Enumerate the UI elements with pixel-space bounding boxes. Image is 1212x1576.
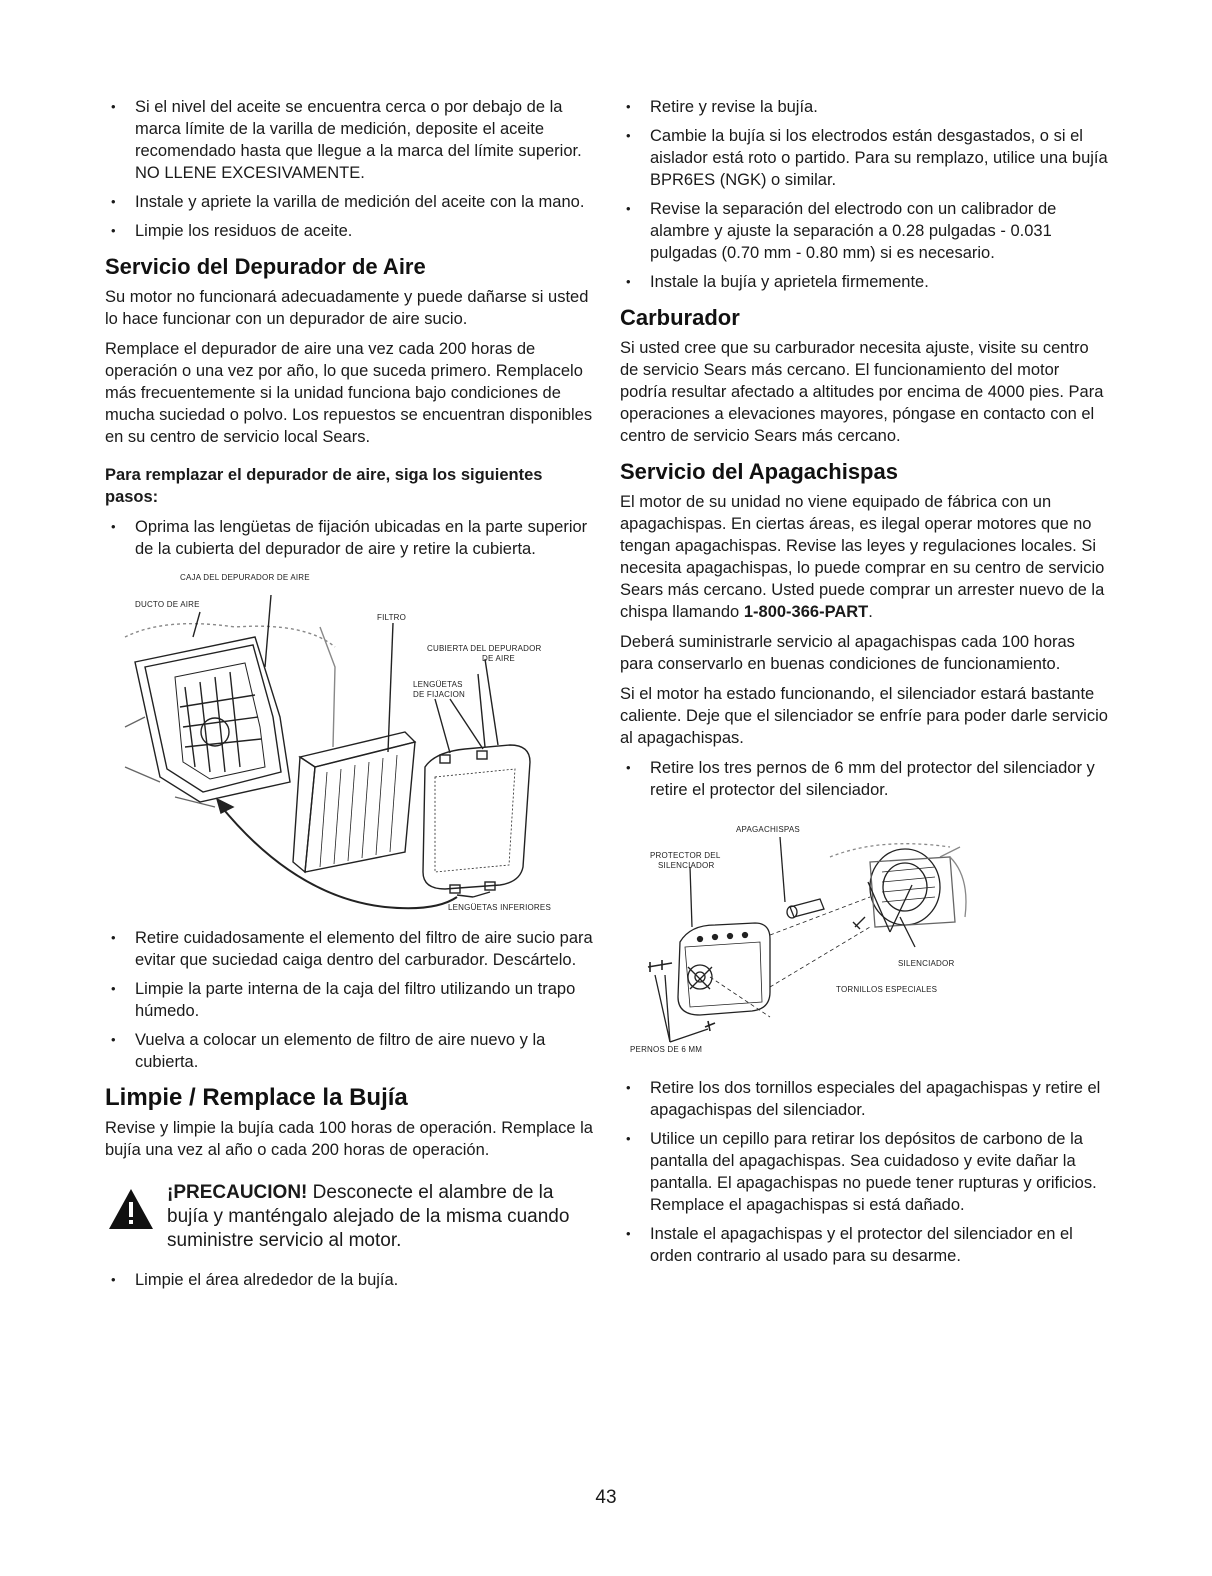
spark-plug-heading: Limpie / Remplace la Bujía <box>105 1084 408 1111</box>
fig2-label-silenciador: SILENCIADOR <box>898 959 955 968</box>
list-item: • Utilice un cepillo para retirar los depósitos de carbono de la pantalla del apagachispas. Sea cuidadoso y evite dañar la pantalla. El apagachispas no puede tener rupturas y orificios. Remplace el apagachispas si está dañado. <box>620 1128 1110 1216</box>
list-item: • Instale el apagachispas y el protector del silenciador en el orden contrario al usado para su desarme. <box>620 1223 1110 1267</box>
spark-arrester-paragraph-3: Si el motor ha estado funcionando, el silenciador estará bastante caliente. Deje que el silenciador se enfríe para poder darle servicio al apagachispas. <box>620 685 1108 747</box>
spark-bullets-1 <box>620 757 1110 801</box>
list-item: • Limpie el área alrededor de la bujía. <box>105 1269 593 1291</box>
air-cleaner-paragraph-2: Remplace el depurador de aire una vez cada 200 horas de operación o una vez por año, lo que suceda primero. Remplacelo más frecuentemente si la unidad funciona bajo condiciones de mucha suciedad o polvo. Los repuestos se encuentran disponibles en su centro de servicio local Sears. <box>105 340 593 446</box>
left-column <box>105 96 593 1298</box>
fig1-label-filtro: FILTRO <box>377 613 407 622</box>
fig2-label-pernos: PERNOS DE 6 MM <box>630 1045 703 1054</box>
list-item: • Vuelva a colocar un elemento de filtro de aire nuevo y la cubierta. <box>105 1029 593 1073</box>
air-cleaner-drawing <box>105 567 593 917</box>
fig1-label-cubierta-2: DE AIRE <box>482 654 515 663</box>
oil-bullets <box>105 96 593 242</box>
fig2-label-protector-2: SILENCIADOR <box>658 861 715 870</box>
fig1-label-lengueta-2: DE FIJACION <box>413 690 465 699</box>
list-item: • Si el nivel del aceite se encuentra cerca o por debajo de la marca límite de la varilla de medición, deposite el aceite recomendado hasta que llegue a la marca del límite superior. NO LLENE EXCESIVAMENTE. <box>105 96 593 184</box>
spark-arrester-figure <box>620 817 1110 1067</box>
spark-arrester-heading: Servicio del Apagachispas <box>620 459 898 484</box>
list-item: • Limpie la parte interna de la caja del filtro utilizando un trapo húmedo. <box>105 978 593 1022</box>
fig1-label-cubierta-1: CUBIERTA DEL DEPURADOR <box>427 644 542 653</box>
fig2-label-tornillos: TORNILLOS ESPECIALES <box>836 985 938 994</box>
air-cleaner-figure <box>105 567 593 917</box>
list-item: • Retire los dos tornillos especiales del apagachispas y retire el apagachispas del silenciador. <box>620 1077 1110 1121</box>
spark-arrester-paragraph-1: El motor de su unidad no viene equipado de fábrica con un apagachispas. En ciertas áreas, es ilegal operar motores que no tengan apagachispas. Revise las leyes y regulaciones locales. Si necesita apagachispas, lo puede comprar en su centro de servicio Sears más cercano. Usted puede comprar un arrester nuevo de la chispa llamando 1-800-366-PART. <box>620 493 1105 621</box>
air-bullets-2 <box>105 927 593 1073</box>
list-item: • Limpie los residuos de aceite. <box>105 220 593 242</box>
plug-clean-list <box>105 1269 593 1291</box>
fig1-label-inferiores: LENGÜETAS INFERIORES <box>448 903 551 912</box>
fig2-label-protector-1: PROTECTOR DEL <box>650 851 721 860</box>
list-item: • Instale la bujía y aprietela firmemente. <box>620 271 1110 293</box>
spark-arrester-paragraph-2: Deberá suministrarle servicio al apagachispas cada 100 horas para conservarlo en buenas condiciones de funcionamiento. <box>620 633 1075 673</box>
caution-label: ¡PRECAUCION! <box>167 1182 308 1203</box>
list-item: • Revise la separación del electrodo con un calibrador de alambre y ajuste la separación a 0.28 pulgadas - 0.031 pulgadas (0.70 mm - 0.80 mm) si es necesario. <box>620 198 1110 264</box>
list-item: • Cambie la bujía si los electrodos están desgastados, o si el aislador está roto o partido. Para su remplazo, utilice una bujía BPR6ES (NGK) o similar. <box>620 125 1110 191</box>
air-cleaner-steps-heading: Para remplazar el depurador de aire, siga los siguientes pasos: <box>105 466 543 506</box>
carburetor-paragraph: Si usted cree que su carburador necesita ajuste, visite su centro de servicio Sears más cercano. El funcionamiento del motor podría resultar afectado a altitudes por encima de 4000 pies. Para operaciones a elevaciones mayores, póngase en contacto con el centro de servicio Sears más cercano. <box>620 339 1104 445</box>
phone-number: 1-800-366-PART <box>743 603 869 621</box>
air-cleaner-paragraph-1: Su motor no funcionará adecuadamente y puede dañarse si usted lo hace funcionar con un depurador de aire sucio. <box>105 288 589 328</box>
page-number: 43 <box>595 1487 617 1508</box>
spark-plug-paragraph: Revise y limpie la bujía cada 100 horas de operación. Remplace la bujía una vez al año o cada 200 horas de operación. <box>105 1119 593 1159</box>
fig2-label-apagachispas: APAGACHISPAS <box>736 825 800 834</box>
list-item: • Retire y revise la bujía. <box>620 96 1110 118</box>
list-item: • Oprima las lengüetas de fijación ubicadas en la parte superior de la cubierta del depurador de aire y retire la cubierta. <box>105 516 593 560</box>
list-item: • Instale y apriete la varilla de medición del aceite con la mano. <box>105 191 593 213</box>
fig1-label-lengueta-1: LENGÜETAS <box>413 680 463 689</box>
list-item: • Retire cuidadosamente el elemento del filtro de aire sucio para evitar que suciedad caiga dentro del carburador. Descártelo. <box>105 927 593 971</box>
plug-bullets <box>620 96 1110 293</box>
air-step-list <box>105 516 593 560</box>
fig1-label-ducto: DUCTO DE AIRE <box>135 600 200 609</box>
air-cleaner-heading: Servicio del Depurador de Aire <box>105 254 426 279</box>
spark-bullets-2 <box>620 1077 1110 1267</box>
carburetor-heading: Carburador <box>620 305 740 330</box>
warning-icon <box>107 1187 155 1231</box>
fig1-label-caja: CAJA DEL DEPURADOR DE AIRE <box>180 573 310 582</box>
caution-text: Desconecte el alambre de la bujía y manténgalo alejado de la misma cuando suministre servicio al motor. <box>167 1182 570 1251</box>
list-item: • Retire los tres pernos de 6 mm del protector del silenciador y retire el protector del silenciador. <box>620 757 1110 801</box>
caution-notice <box>105 1181 593 1253</box>
right-column <box>620 96 1110 1274</box>
